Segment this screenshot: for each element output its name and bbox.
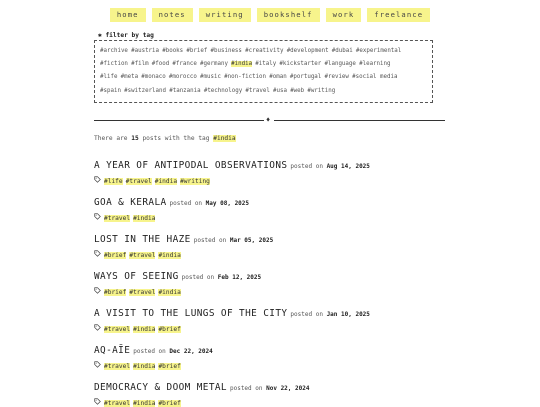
post-date: Nov 22, 2024: [266, 385, 310, 392]
summary-middle: posts with the tag: [142, 135, 210, 142]
tag-filter-link[interactable]: #italy: [255, 61, 277, 68]
tag-icon: [94, 324, 101, 333]
tag-filter-link[interactable]: #review: [324, 74, 349, 81]
post-meta: [194, 237, 274, 244]
post-meta: [182, 274, 262, 281]
posted-on-label: posted on: [133, 348, 166, 355]
posted-on-label: posted on: [229, 385, 263, 392]
post-tag-link[interactable]: #writing: [180, 178, 210, 185]
tag-icon: [94, 361, 101, 370]
tag-filter-link[interactable]: #morocco: [168, 74, 197, 81]
tag-filter-link[interactable]: #travel: [245, 87, 270, 94]
filter-by-tag-label: ✱ filter by tag: [98, 32, 154, 39]
post-tag-link[interactable]: #india: [154, 178, 178, 185]
tag-filter-link[interactable]: #language: [324, 61, 356, 68]
post-meta: [290, 311, 370, 318]
nav-home[interactable]: home: [110, 8, 146, 22]
post-tags: [94, 324, 454, 333]
nav-freelance[interactable]: freelance: [367, 8, 430, 22]
post-tag-link[interactable]: #travel: [104, 215, 131, 222]
post-tag-link[interactable]: #brief: [158, 400, 181, 407]
posted-on-label: posted on: [193, 237, 227, 244]
post-tags: [94, 250, 454, 259]
tag-filter-link[interactable]: #kickstarter: [279, 61, 322, 68]
tag-filter-link[interactable]: #experimental: [355, 48, 402, 54]
post-title-link[interactable]: DEMOCRACY & DOOM METAL: [94, 382, 227, 393]
tag-filter-link[interactable]: #learning: [359, 61, 391, 68]
tag-filter-link[interactable]: #social media: [352, 74, 398, 81]
post-tag-link[interactable]: #brief: [158, 326, 181, 333]
results-summary: [94, 135, 236, 142]
tag-filter-link[interactable]: #india: [231, 61, 253, 68]
post-meta: [170, 200, 250, 207]
tag-filter-link[interactable]: #brief: [186, 48, 208, 54]
post-entry: [94, 190, 454, 222]
post-heading: [94, 301, 454, 320]
posted-on-label: posted on: [290, 311, 323, 318]
post-entry: [94, 375, 454, 407]
post-tag-link[interactable]: #travel: [129, 289, 156, 296]
post-tags: [94, 176, 454, 185]
tag-filter-link[interactable]: #books: [162, 48, 184, 54]
tag-filter-link[interactable]: #development: [286, 48, 329, 54]
post-title-link[interactable]: LOST IN THE HAZE: [94, 234, 191, 245]
post-entry: [94, 338, 454, 370]
post-tag-link[interactable]: #india: [158, 289, 181, 296]
tag-filter-link[interactable]: #food: [151, 61, 170, 68]
tag-filter-link[interactable]: #creativity: [245, 48, 284, 54]
tag-icon: [94, 287, 101, 296]
post-tag-link[interactable]: #brief: [104, 289, 127, 296]
post-entry: [94, 227, 454, 259]
post-heading: [94, 338, 454, 357]
post-entry: [94, 153, 454, 185]
tag-filter-link[interactable]: #portugal: [289, 74, 322, 81]
post-tags: [94, 287, 454, 296]
divider-diamond-icon: ♦: [266, 116, 271, 124]
post-meta: [290, 163, 370, 170]
tag-filter-link[interactable]: #fiction: [100, 61, 128, 68]
post-tags: [94, 361, 454, 370]
section-divider: [94, 117, 445, 125]
post-meta: [230, 385, 310, 392]
post-tag-link[interactable]: #travel: [104, 363, 131, 370]
divider-line-right: [274, 120, 445, 121]
nav-work[interactable]: work: [326, 8, 362, 22]
tag-filter-link[interactable]: #film: [131, 61, 149, 68]
post-tag-link[interactable]: #life: [104, 178, 123, 185]
post-tag-link[interactable]: #india: [133, 400, 156, 407]
tag-filter-link[interactable]: #tanzania: [169, 87, 201, 94]
top-nav: [0, 8, 540, 22]
post-tag-link[interactable]: #brief: [104, 252, 127, 259]
tag-filter-link[interactable]: #oman: [269, 74, 287, 81]
post-date: Mar 05, 2025: [229, 237, 274, 244]
tag-filter-row: [100, 58, 427, 71]
tag-filter-link[interactable]: #switzerland: [124, 87, 167, 94]
post-title-link[interactable]: A YEAR OF ANTIPODAL OBSERVATIONS: [94, 160, 288, 171]
tag-icon: [94, 250, 101, 259]
tag-icon: [94, 213, 101, 222]
tag-filter-link[interactable]: #meta: [120, 74, 139, 81]
tag-filter-link[interactable]: #life: [100, 74, 118, 81]
summary-tag[interactable]: #india: [213, 135, 236, 142]
tag-filter-link[interactable]: #non-fiction: [224, 74, 267, 81]
nav-bookshelf[interactable]: bookshelf: [257, 8, 320, 22]
post-entry: [94, 301, 454, 333]
tag-filter-row: [100, 71, 427, 84]
tag-filter-link[interactable]: #dubai: [331, 48, 353, 54]
tag-filter-row: [100, 45, 427, 58]
tag-filter-link[interactable]: #germany: [200, 61, 228, 68]
post-title-link[interactable]: AQ-AĪE: [94, 345, 131, 356]
tag-filter-link[interactable]: #archive: [100, 48, 128, 54]
tag-filter-link[interactable]: #music: [200, 74, 221, 81]
tag-filter-link[interactable]: #austria: [131, 48, 160, 54]
post-heading: [94, 264, 454, 283]
post-title-link[interactable]: A VISIT TO THE LUNGS OF THE CITY: [94, 308, 288, 319]
tag-icon: [94, 398, 101, 407]
post-tags: [94, 398, 454, 407]
post-title-link[interactable]: WAYS OF SEEING: [94, 271, 179, 282]
tag-filter-row: [100, 85, 427, 98]
post-tags: [94, 213, 454, 222]
tag-filter-link[interactable]: #writing: [307, 87, 336, 94]
post-meta: [133, 348, 213, 355]
tag-filter-link[interactable]: #france: [172, 61, 197, 68]
post-date: Jan 10, 2025: [326, 311, 370, 318]
nav-notes[interactable]: notes: [152, 8, 193, 22]
tag-filter-link[interactable]: #monaco: [141, 74, 166, 81]
nav-writing[interactable]: writing: [199, 8, 251, 22]
tag-filter-link[interactable]: #spain: [100, 87, 121, 94]
post-tag-link[interactable]: #india: [133, 326, 156, 333]
post-date: Aug 14, 2025: [326, 163, 370, 170]
post-tag-link[interactable]: #india: [158, 252, 181, 259]
summary-prefix: There are: [94, 135, 128, 142]
post-tag-link[interactable]: #india: [133, 215, 156, 222]
summary-count: 15: [131, 135, 139, 142]
tag-icon: [94, 176, 101, 185]
post-date: Dec 22, 2024: [169, 348, 213, 355]
posted-on-label: posted on: [181, 274, 215, 281]
post-heading: [94, 375, 454, 394]
tag-filter-link[interactable]: #web: [290, 87, 305, 94]
posted-on-label: posted on: [290, 163, 323, 170]
post-date: May 08, 2025: [205, 200, 250, 207]
post-tag-link[interactable]: #travel: [104, 400, 131, 407]
tag-filter-box: [94, 40, 433, 103]
post-title-link[interactable]: GOA & KERALA: [94, 197, 167, 208]
post-heading: [94, 153, 454, 172]
post-tag-link[interactable]: #travel: [129, 252, 156, 259]
tag-filter-link[interactable]: #business: [210, 48, 242, 54]
post-tag-link[interactable]: #india: [133, 363, 156, 370]
post-tag-link[interactable]: #travel: [125, 178, 152, 185]
post-tag-link[interactable]: #brief: [158, 363, 181, 370]
post-heading: [94, 190, 454, 209]
tag-filter-link[interactable]: #usa: [273, 87, 287, 94]
tag-filter-link[interactable]: #technology: [203, 87, 243, 94]
posted-on-label: posted on: [169, 200, 203, 207]
post-tag-link[interactable]: #travel: [104, 326, 131, 333]
post-date: Feb 12, 2025: [217, 274, 262, 281]
post-heading: [94, 227, 454, 246]
post-entry: [94, 264, 454, 296]
divider-line-left: [94, 120, 264, 121]
